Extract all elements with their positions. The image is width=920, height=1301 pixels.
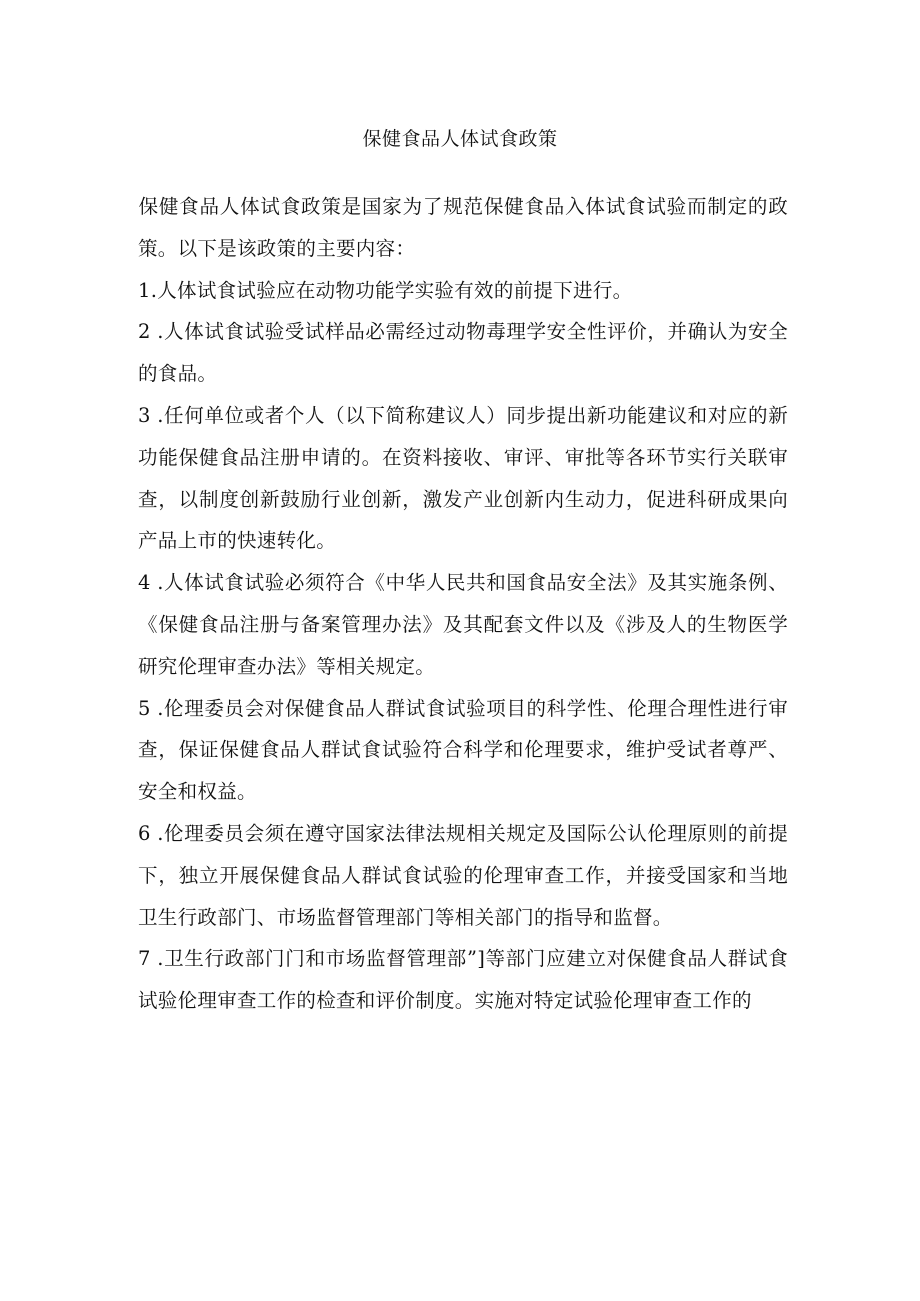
paragraph-item-1 xyxy=(138,270,788,312)
paragraph-text: 人体试食试验应在动物功能学实验有效的前提下进行。 xyxy=(157,278,633,302)
paragraph-text: 任何单位或者个人（以下简称建议人）同步提出新功能建议和对应的新功能保健食品注册申请的。在资料接收、审评、审批等各环节实行关联审查，以制度创新鼓励行业创新，激发产业创新内生动力，促进科研成果向产品上市的快速转化。 xyxy=(138,403,788,553)
paragraph-number: 3 . xyxy=(138,403,164,427)
paragraph-item-5 xyxy=(138,688,788,813)
paragraph-item-2 xyxy=(138,311,788,395)
paragraph-item-6 xyxy=(138,813,788,938)
paragraph-text: 人体试食试验必须符合《中华人民共和国食品安全法》及其实施条例、《保健食品注册与备案管理办法》及其配套文件以及《涉及人的生物医学研究伦理审查办法》等相关规定。 xyxy=(138,571,788,678)
paragraph-number: 2 . xyxy=(138,320,164,344)
paragraph-item-3 xyxy=(138,395,788,562)
paragraph-text: 伦理委员会对保健食品人群试食试验项目的科学性、伦理合理性进行审查，保证保健食品人群试食试验符合科学和伦理要求，维护受试者尊严、安全和权益。 xyxy=(138,696,788,804)
paragraph-text: 人体试食试验受试样品必需经过动物毒理学安全性评价，并确认为安全的食品。 xyxy=(138,320,788,386)
paragraph-item-4 xyxy=(138,562,788,687)
document-body xyxy=(138,186,788,1022)
paragraph-text: 伦理委员会须在遵守国家法律法规相关规定及国际公认伦理原则的前提下，独立开展保健食品人群试食试验的伦理审查工作，并接受国家和当地卫生行政部门、市场监督管理部门等相关部门的指导和监督。 xyxy=(138,821,788,929)
paragraph-intro xyxy=(138,186,788,270)
paragraph-number: 4 . xyxy=(138,571,164,595)
paragraph-number: 6 . xyxy=(138,821,164,845)
paragraph-item-7 xyxy=(138,938,788,1022)
document-title: 保健食品人体试食政策 xyxy=(362,128,558,150)
paragraph-number: 7 . xyxy=(138,947,164,971)
paragraph-number: 1. xyxy=(138,278,158,302)
paragraph-text: 卫生行政部门门和市场监督管理部”]等部门应建立对保健食品人群试食试验伦理审查工作的检查和评价制度。实施对特定试验伦理审查工作的 xyxy=(138,947,788,1013)
paragraph-text: 保健食品人体试食政策是国家为了规范保健食品入体试食试验而制定的政策。以下是该政策的主要内容： xyxy=(138,195,788,260)
paragraph-number: 5 . xyxy=(138,696,164,720)
